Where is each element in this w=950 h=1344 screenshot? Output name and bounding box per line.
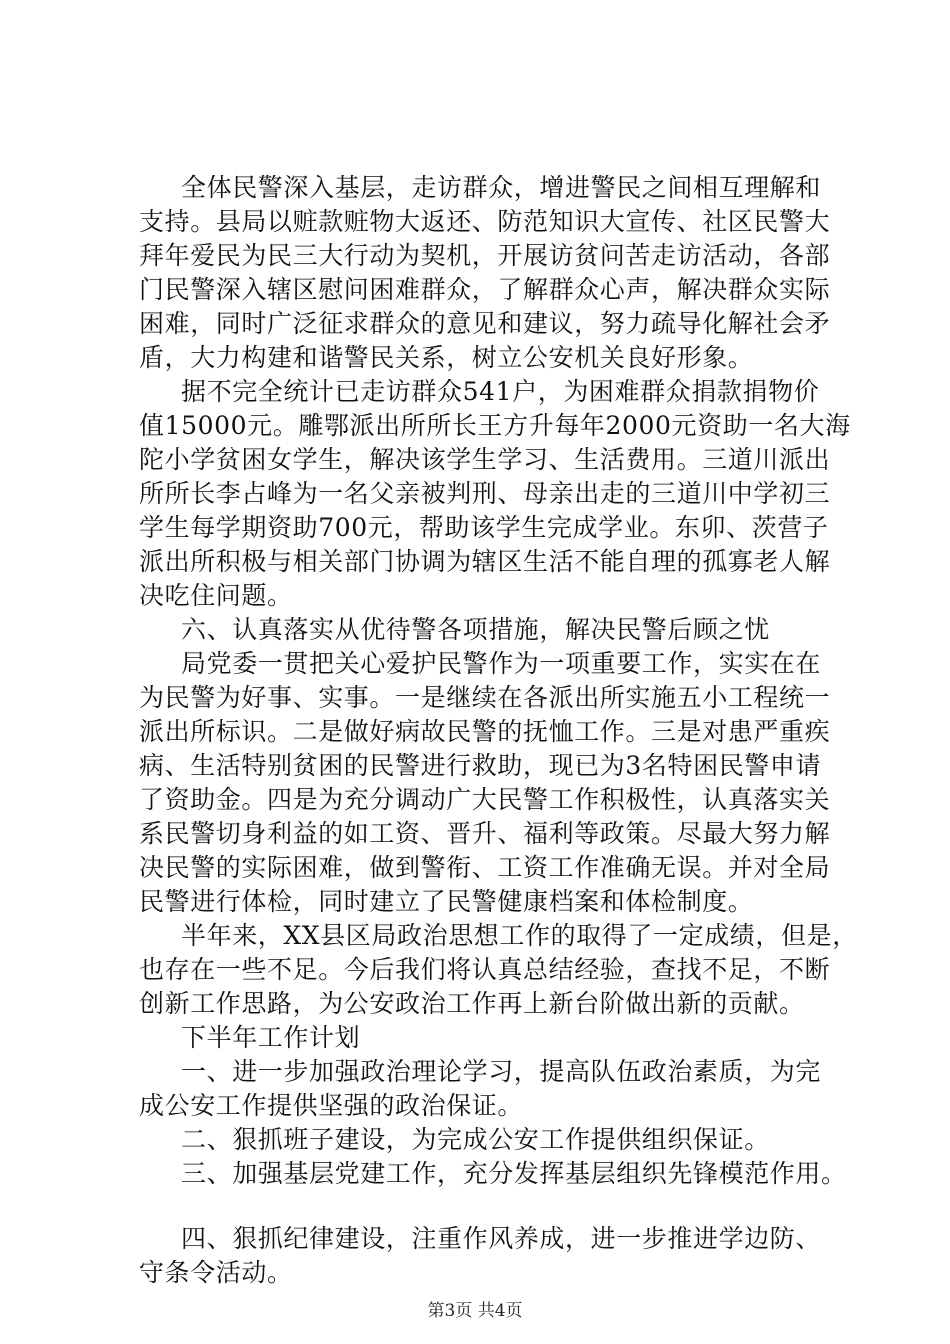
body-line: 系民警切身利益的如工资、晋升、福利等政策。尽最大努力解 — [139, 819, 831, 848]
body-line: 决民警的实际困难，做到警衔、工资工作准确无误。并对全局 — [139, 853, 831, 882]
body-line: 派出所积极与相关部门协调为辖区生活不能自理的孤寡老人解 — [139, 547, 831, 576]
plan-item: 四、狠抓纪律建设，注重作风养成，进一步推进学边防、 — [181, 1224, 822, 1253]
body-line: 学生每学期资助700元，帮助该学生完成学业。东卯、茨营子 — [139, 513, 829, 542]
plan-item: 守条令活动。 — [139, 1258, 293, 1287]
body-line: 派出所标识。二是做好病故民警的抚恤工作。三是对患严重疾 — [139, 717, 831, 746]
body-line: 半年来，XX县区局政治思想工作的取得了一定成绩，但是， — [181, 921, 858, 950]
body-line: 困难，同时广泛征求群众的意见和建议，努力疏导化解社会矛 — [139, 309, 831, 338]
body-line: 据不完全统计已走访群众541户，为困难群众捐款捐物价 — [181, 377, 820, 406]
plan-item: 二、狠抓班子建设，为完成公安工作提供组织保证。 — [181, 1125, 770, 1154]
body-line: 也存在一些不足。今后我们将认真总结经验，查找不足，不断 — [139, 955, 831, 984]
plan-item: 一、进一步加强政治理论学习，提高队伍政治素质，为完 — [181, 1057, 822, 1086]
body-line: 值15000元。雕鄂派出所所长王方升每年2000元资助一名大海 — [139, 411, 851, 440]
plan-heading: 下半年工作计划 — [181, 1023, 361, 1052]
plan-item: 成公安工作提供坚强的政治保证。 — [139, 1091, 524, 1120]
body-line: 全体民警深入基层，走访群众，增进警民之间相互理解和 — [181, 173, 822, 202]
body-line: 为民警为好事、实事。一是继续在各派出所实施五小工程统一 — [139, 683, 831, 712]
body-line: 局党委一贯把关心爱护民警作为一项重要工作，实实在在 — [181, 649, 822, 678]
body-line: 了资助金。四是为充分调动广大民警工作积极性，认真落实关 — [139, 785, 831, 814]
body-line: 支持。县局以赃款赃物大返还、防范知识大宣传、社区民警大 — [139, 207, 831, 236]
page-number: 第3页 共4页 — [427, 1301, 523, 1321]
body-line: 病、生活特别贫困的民警进行救助，现已为3名特困民警申请 — [139, 751, 822, 780]
body-line: 创新工作思路，为公安政治工作再上新台阶做出新的贡献。 — [139, 989, 805, 1018]
body-line: 拜年爱民为民三大行动为契机，开展访贫问苦走访活动，各部 — [139, 241, 831, 270]
body-line: 所所长李占峰为一名父亲被判刑、母亲出走的三道川中学初三 — [139, 479, 831, 508]
body-line: 民警进行体检，同时建立了民警健康档案和体检制度。 — [139, 887, 754, 916]
body-line: 陀小学贫困女学生，解决该学生学习、生活费用。三道川派出 — [139, 445, 831, 474]
body-line: 门民警深入辖区慰问困难群众，了解群众心声，解决群众实际 — [139, 275, 831, 304]
plan-item: 三、加强基层党建工作，充分发挥基层组织先锋模范作用。 — [181, 1159, 847, 1188]
body-line: 盾，大力构建和谐警民关系，树立公安机关良好形象。 — [139, 343, 754, 372]
section-heading: 六、认真落实从优待警各项措施，解决民警后顾之忧 — [181, 615, 770, 644]
body-line: 决吃住问题。 — [139, 581, 293, 610]
